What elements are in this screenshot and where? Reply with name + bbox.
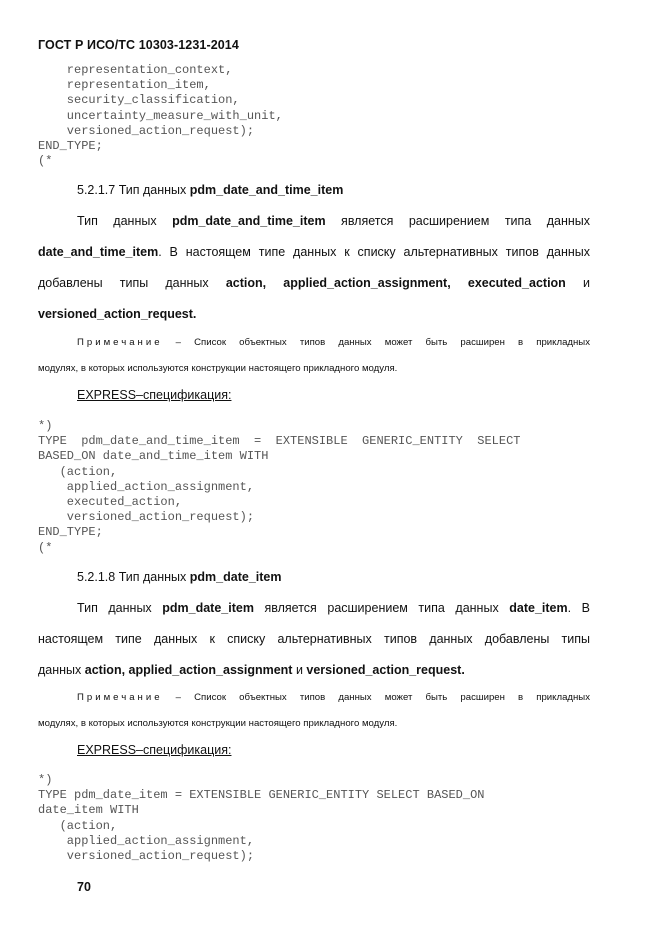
- paragraph-pdm-date-item: [38, 593, 590, 686]
- express-spec-label: EXPRESS–спецификация:: [77, 388, 232, 402]
- section-heading-5-2-1-7: [77, 183, 343, 197]
- paragraph-line: Тип данных pdm_date_and_time_item является расширением типа данных: [77, 214, 590, 228]
- page-number: 70: [77, 880, 91, 894]
- paragraph-line: date_and_time_item. В настоящем типе данных к списку альтернативных типов данных: [38, 245, 590, 259]
- express-code-pdm-date-and-time-item: *) TYPE pdm_date_and_time_item = EXTENSIBLE GENERIC_ENTITY SELECT BASED_ON date_and_time_item WITH (action, applied_action_assignment, executed_action, versioned_action_request); END_TYPE; (*: [38, 419, 521, 555]
- heading-type-name: pdm_date_item: [189, 570, 282, 584]
- paragraph-line: настоящем типе данных к списку альтернативных типов данных добавлены типы: [38, 632, 590, 646]
- note-label: Примечание: [77, 692, 163, 703]
- note-line: модулях, в которых используются конструкции настоящего прикладного модуля.: [38, 718, 398, 729]
- note-block: [38, 685, 590, 737]
- heading-prefix: 5.2.1.7 Тип данных: [77, 183, 190, 197]
- note-label: Примечание: [77, 337, 163, 348]
- document-header: ГОСТ Р ИСО/ТС 10303-1231-2014: [38, 38, 239, 52]
- paragraph-line: Тип данных pdm_date_item является расширением типа данных date_item. В: [77, 601, 590, 615]
- heading-type-name: pdm_date_and_time_item: [189, 183, 344, 197]
- express-code-pdm-date-item: *) TYPE pdm_date_item = EXTENSIBLE GENERIC_ENTITY SELECT BASED_ON date_item WITH (action, applied_action_assignment, versioned_action_request);: [38, 773, 485, 864]
- paragraph-line: данных action, applied_action_assignment и versioned_action_request.: [38, 663, 465, 677]
- note-block: [38, 330, 590, 382]
- section-heading-5-2-1-8: [77, 570, 281, 584]
- note-line: модулях, в которых используются конструкции настоящего прикладного модуля.: [38, 363, 398, 374]
- code-block-type-end: representation_context, representation_item, security_classification, uncertainty_measure_with_unit, versioned_action_request); END_TYPE; (*: [38, 63, 283, 169]
- heading-prefix: 5.2.1.8 Тип данных: [77, 570, 190, 584]
- express-spec-label: EXPRESS–спецификация:: [77, 743, 232, 757]
- note-line: Примечание – Список объектных типов данных может быть расширен в прикладных: [77, 337, 590, 348]
- paragraph-line: versioned_action_request.: [38, 307, 197, 321]
- paragraph-line: добавлены типы данных action, applied_action_assignment, executed_action и: [38, 276, 590, 290]
- paragraph-pdm-date-and-time-item: [38, 206, 590, 330]
- note-line: Примечание – Список объектных типов данных может быть расширен в прикладных: [77, 692, 590, 703]
